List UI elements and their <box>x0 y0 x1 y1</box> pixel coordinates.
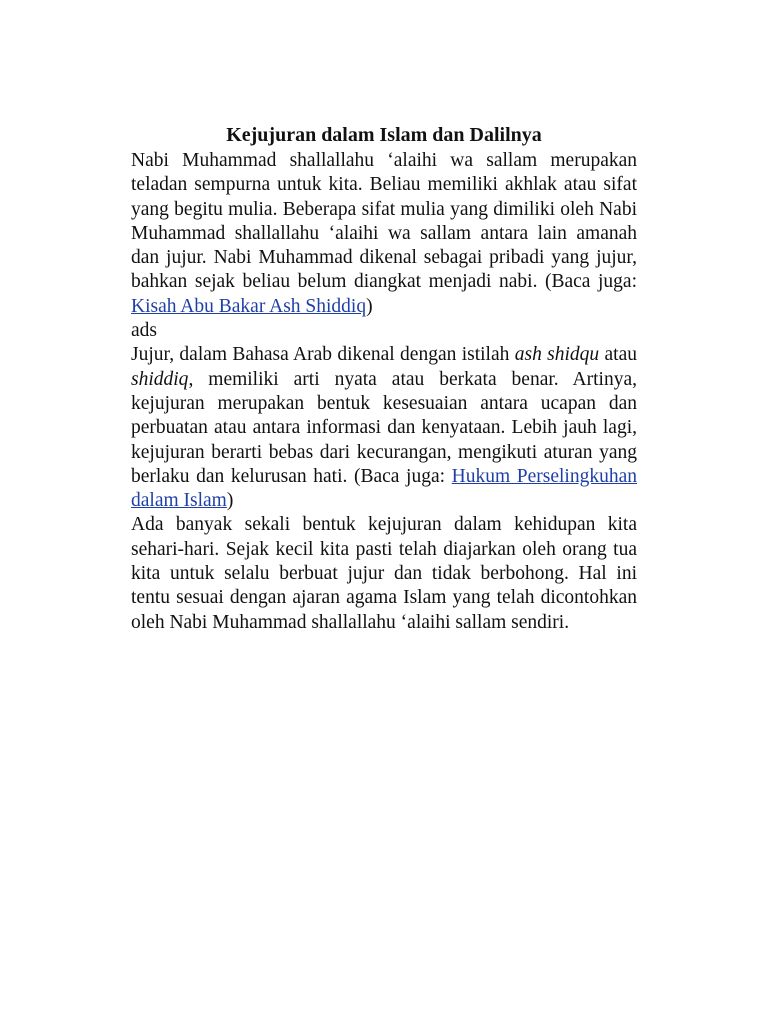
paragraph-3: Ada banyak sekali bentuk kejujuran dalam kehidupan kita sehari-hari. Sejak kecil kita pasti telah diajarkan oleh orang tua kita untuk selalu berbuat jujur dan tidak berbohong. Hal ini tentu sesuai dengan ajaran agama Islam yang telah dicontohkan oleh Nabi Muhammad shallallahu ‘alaihi sallam sendiri. <box>131 514 637 633</box>
document-body <box>131 121 637 635</box>
term-shiddiq: shiddiq <box>131 368 189 390</box>
paragraph-2-close: ) <box>226 490 234 512</box>
term-ash-shidqu: ash shidqu <box>514 344 600 366</box>
paragraph-1-close: ) <box>366 295 373 317</box>
page-title: Kejujuran dalam Islam dan Dalilnya <box>226 124 542 146</box>
paragraph-1 <box>131 149 637 319</box>
paragraph-2-text-1: Jujur, dalam Bahasa Arab dikenal dengan istilah <box>131 344 515 366</box>
link-hukum-perselingkuhan[interactable]: Hukum Perselingkuhan dalam Islam <box>131 465 637 512</box>
paragraph-1-text: Nabi Muhammad shallallahu ‘alaihi wa sallam merupakan teladan sempurna untuk kita. Beliau memiliki akhlak atau sifat yang begitu mulia. Beberapa sifat mulia yang dimiliki oleh Nabi Muhammad shallallahu ‘alaihi wa sallam antara lain amanah dan jujur. Nabi Muhammad dikenal sebagai pribadi yang jujur, bahkan sejak beliau belum diangkat menjadi nabi. (Baca juga: <box>131 150 637 293</box>
paragraph-2-text-3: , memiliki arti nyata atau berkata benar. Artinya, kejujuran merupakan bentuk kesesuaian antara ucapan dan perbuatan atau antara informasi dan kenyataan. Lebih jauh lagi, kejujuran berarti bebas dari kecurangan, mengikuti aturan yang berlaku dan kelurusan hati. (Baca juga: <box>131 368 637 487</box>
paragraph-2-text-2: atau <box>599 344 637 366</box>
paragraph-2 <box>131 343 637 513</box>
ads-label: ads <box>131 320 157 342</box>
link-kisah-abu-bakar[interactable]: Kisah Abu Bakar Ash Shiddiq <box>131 295 367 317</box>
